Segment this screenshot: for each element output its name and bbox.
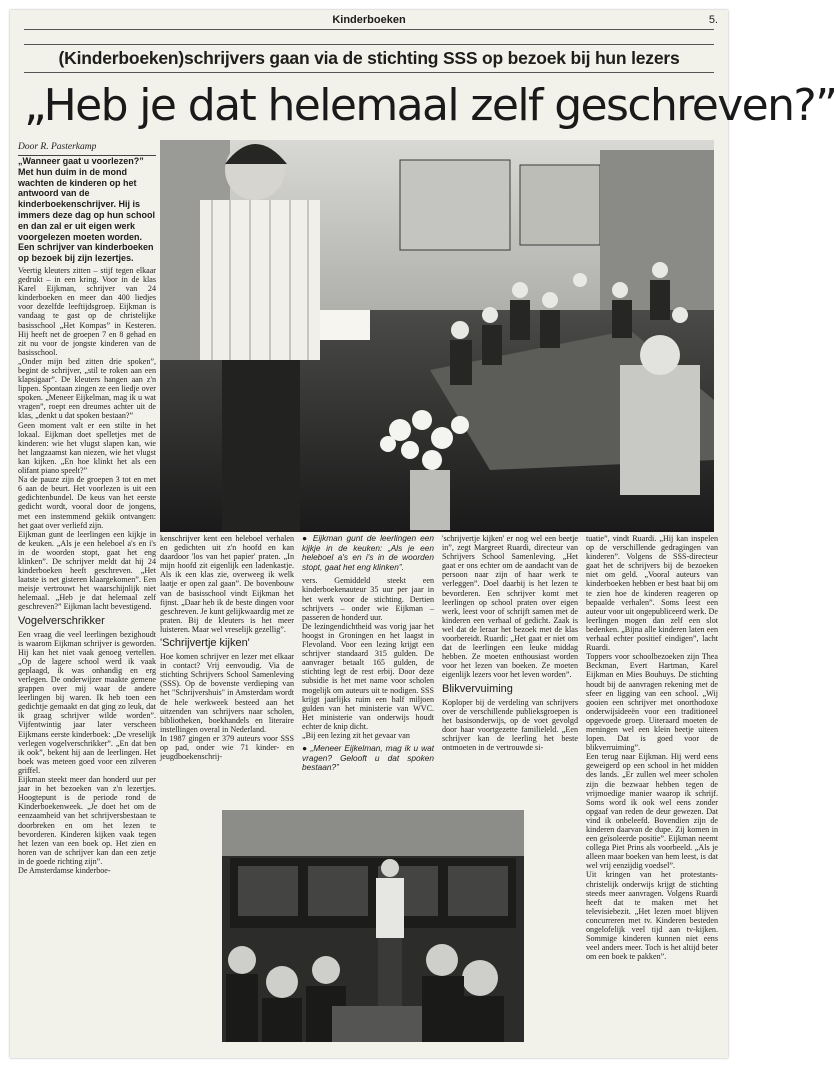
header-rule	[24, 29, 714, 30]
subheading: Blikvervuiming	[442, 682, 513, 695]
storyteller-photo	[222, 810, 524, 1042]
paragraph: De lezingendichtheid was vorig jaar het hoogst in Groningen en het laagst in Flevoland. Voor een lezing krijgt een schrijver standaard 315 gulden. De aanvrager betaalt 165 gulden, de stichting legt de rest erbij. Door deze subsidie is het met name voor scholen mogelijk om auteurs uit te nodigen. SSS krijgt jaarlijks ruim een half miljoen gulden van het ministerie van WVC. Het ministerie van onderwijs houdt echter de knip dicht.	[302, 621, 434, 731]
subheading: 'Schrijvertje kijken'	[160, 637, 250, 650]
kicker-rule-bottom	[24, 72, 714, 73]
article-column-4	[442, 534, 578, 794]
newspaper-page	[10, 10, 836, 1058]
paragraph: 'schrijvertje kijken' er nog wel een beetje in”, zegt Margreet Ruardi, directeur van Schrijvers School Samenleving. „Het gaat er ons echter om de aandacht van de persoon naar zijn of haar werk te verleggen”. Doel daarbij is het lezen te bevorderen. Een schrijver komt met leerlingen op school praten over eigen werk, leest voor of schrijft samen met de kinderen een verhaal of gedicht. Zaak is wel dat de leraar het bezoek met de klas voorbereidt. Ruardi: „Het gaat er niet om dat de leerlingen een leuke middag hebben. Ze moeten enthousiast worden voor het lezen van boeken. Ze moeten eigenlijk lezers voor het leven worden”.	[442, 534, 578, 680]
classroom-photo-illustration	[160, 140, 714, 532]
paragraph: kenschrijver kent een heleboel verhalen en gedichten uit z'n hoofd en kan daardoor 'los van het papier' praten. „In mijn hoofd zit eigenlijk een ladenkastje. Als ik een klas zie, overweeg ik welk laatje er open zal gaan”. De bovenbouw van de basisschool vindt Eijkman het fijnst. „Daar heb ik de beste dingen voor geschreven. Je kunt gelijkwaardig met ze praten. Bij de kleuters is het meer luisteren. Maar wel vreselijk gezellig”.	[160, 534, 294, 634]
paragraph: Geen moment valt er een stilte in het lokaal. Eijkman doet spelletjes met de kinderen: wie het vlugst slapen kan, wie het langzaamst kan niezen, wie het vlugst kan kijken. „En hoe klinkt het als een olifant piano speelt?”	[18, 420, 156, 476]
paragraph: „Bij een lezing zit het gevaar van	[302, 730, 410, 740]
intro-paragraph: „Wanneer gaat u voorlezen?” Met hun duim in de mond wachten de kinderen op het antwoord van de kinderboekenschrijver. Hij is immers deze dag op hun school en dan zal er uit eigen werk voorgelezen moeten worden. Een schrijver van kinderboeken op bezoek bij zijn lezertjes.	[18, 156, 156, 264]
paragraph: Toppers voor schoolbezoeken zijn Thea Beckman, Evert Hartman, Karel Eijkman en Mies Bouhuys. De stichting houdt bij de aanvragen rekening met de sfeer en ligging van een school. „Wij gooien een schrijver met onorthodoxe onderwijsideeën voor een traditioneel opgevoede groep. Uiteraard moeten de meningen wel een klein beetje uiteen lopen. Dat is goed voor de blikverruiming”.	[586, 652, 718, 753]
paragraph: In 1987 gingen er 379 auteurs voor SSS op pad, onder wie 71 kinder- en jeugdboekenschrij-	[160, 733, 294, 762]
paragraph: De Amsterdamse kinderboe-	[18, 865, 111, 875]
kicker-rule-top	[24, 44, 714, 45]
paragraph: vers. Gemiddeld steekt een kinderboekenauteur 35 uur per jaar in het werk voor de stichting. Dertien schrijvers – onder wie Eijkman – passeren de honderd uur.	[302, 576, 434, 622]
storyteller-photo-illustration	[222, 810, 524, 1042]
page-number: 5.	[708, 14, 718, 26]
paragraph: Koploper bij de verdeling van schrijvers over de verschillende publieksgroepen is het basisonderwijs, op de voet gevolgd door haar voortgezette familieleld. „Een schrijver kan de leerling het beste ontmoeten in de vertrouwde si-	[442, 697, 578, 752]
paragraph: Hoe komen schrijver en lezer met elkaar in contact? Vrij eenvoudig. Via de stichting Schrijvers School Samenleving (SSS). Op de bovenste verdieping van het "Schrijvershuis" in Amsterdam wordt de hele werkweek besteed aan het uitzenden van schrijvers naar scholen, bibliotheken, boekhandels en literaire instellingen overal in Nederland.	[160, 652, 294, 734]
subheading: Vogelverschrikker	[18, 614, 105, 627]
paragraph: „Onder mijn bed zitten drie spoken”, begint de schrijver, „stil te roken aan een klapsigaar”. De kleuters hangen aan z'n lippen. Spontaan zingen ze een liedje over spoken. „Meneer Eijkelman, mag ik u wat vragen”, roept een dreumes achter uit de klas, „denkt u dat spoken bestaan?”	[18, 356, 156, 421]
paragraph: Veertig kleuters zitten – stijf tegen elkaar gedrukt – in een kring. Voor in de klas Karel Eijkman, schrijver van 24 kinderboeken en meer dan 400 liedjes voor dezelfde leeftijdsgroep. Eijkman is vandaag te gast op de christelijke basisschool „Het Kompas” in Kesteren. Hij heeft net de groepen 7 en 8 gehad en zit nu voor de jongste kinderen van de basisschool.	[18, 265, 156, 357]
article-column-2	[160, 534, 294, 794]
article-column-3	[302, 534, 434, 794]
article-column-5	[586, 534, 718, 1042]
paragraph: Een vraag die veel leerlingen bezighoudt is waarom Eijkman schrijver is geworden. Hij kan het niet vaak genoeg vertellen. „Op de lagere school werd ik vaak geplaagd, ik was onhandig en erg verlegen. De onderwijzer maakte gemene grappen over mij waar de andere leerlingen bij waren. Ik heb toen een gedichtje gemaakt en dat ging zo leuk, dat ik graag schrijver wilde worden”. Vijfentwintig jaar later verscheen Eijkmans eerste kinderboek: „De vreselijk verlegen vogelverschrikker”. „En dat ben ik ook”, bekent hij aan de leerlingen. Het boek was meteen goed voor een zilveren griffel.	[18, 629, 156, 775]
article-column-1	[18, 142, 156, 1042]
paragraph: Eijkman steekt meer dan honderd uur per jaar in het bezoeken van z'n lezertjes. Hoogtepunt is de periode rond de Kinderboekenweek. „Je doet het om de eenzaamheid van het schrijversbestaan te doorbreken en om het lezen te bevorderen. Kinderen kijken vaak tegen het lezen van een boek op. Het zien en horen van de schrijver kan dan een zetje in de goede richting zijn”.	[18, 775, 156, 866]
headline: „Heb je dat helemaal zelf geschreven?”	[24, 80, 836, 131]
pull-quote: ● „Meneer Eijkelman, mag ik u wat vragen? Gelooft u dat spoken bestaan?”	[302, 743, 434, 773]
byline: Door R. Pasterkamp	[18, 142, 156, 156]
section-title: Kinderboeken	[332, 14, 406, 26]
paragraph: Na de pauze zijn de groepen 3 tot en met 6 aan de beurt. Het voorlezen is uit een gedichtenbundel. De keus van het eerste gedicht wordt, vooral door de jongens, met een instemmend gekiik ontvangen: het gaat over verliefd zijn.	[18, 475, 156, 530]
paragraph: Uit kringen van het protestants-christelijk onderwijs krijgt de stichting steeds meer aanvragen. Volgens Ruardi heeft dat te maken met het televisiebezit. „Het lezen moet blijven concurreren met tv. Kinderen besteden ongelofelijk veel tijd aan tv-kijken. Sommige kinderen kunnen niet eens veel anders meer. Toch is het altijd beter om een boek te pakken”.	[586, 870, 718, 962]
paragraph: Eijkman gunt de leerlingen een kijkje in de keuken. „Als je een heleboel a's en i's in de woorden stopt, gaat het eng klinken”. De schrijver meldt dat hij 24 kinderboeken heeft geschreven. „Het laatste is net gisteren klaargekomen”. Een meisje vertrouwt het waarschijnlijk niet helemaal. „Heb je dat helemaal zelf geschreven?” Eijkman lacht bevestigend.	[18, 529, 156, 612]
paragraph: tuatie”, vindt Ruardi. „Hij kan inspelen op de verschillende gedragingen van kinderen”. Volgens de SSS-directeur gaat het de schrijvers bij de bezoeken niet om geld. „Vooral auteurs van kinderboeken hebben er best baat bij om te zien hoe de kinderen reageren op bepaalde verhalen”. Soms leest een auteur voor uit ongepubliceerd werk. De leerlingen mogen dan zelf een slot bedenken. „Bijna alle kinderen laten een verhaal echter positief eindigen”, lacht Ruardi.	[586, 534, 718, 653]
kicker: (Kinderboeken)schrijvers gaan via de stichting SSS op bezoek bij hun lezers	[58, 48, 680, 68]
pull-quote: ● Eijkman gunt de leerlingen een kijkje in de keuken: „Als je een heleboel a's en i's in de woorden stopt, gaat het eng klinken”.	[302, 533, 434, 572]
classroom-photo	[160, 140, 714, 532]
paragraph: Een terug naar Eijkman. Hij werd eens geweigerd op een school in het midden des lands. „Er zullen wel meer scholen zijn die bezwaar hebben tegen de vrijmoedige manier waarop ik schrijf. Soms word ik ook wel eens zonder opgaaf van reden de deur gewezen. Dat vind ik onbeleefd. Bovendien zijn de kinderen daarvan de dupe. Zij komen in een geïsoleerde positie”. Eijkman neemt collega Piet Prins als voorbeeld. „Als je alleen maar boeken van hem leest, is dat wel vrij eenzijdig voedsel”.	[586, 752, 718, 871]
